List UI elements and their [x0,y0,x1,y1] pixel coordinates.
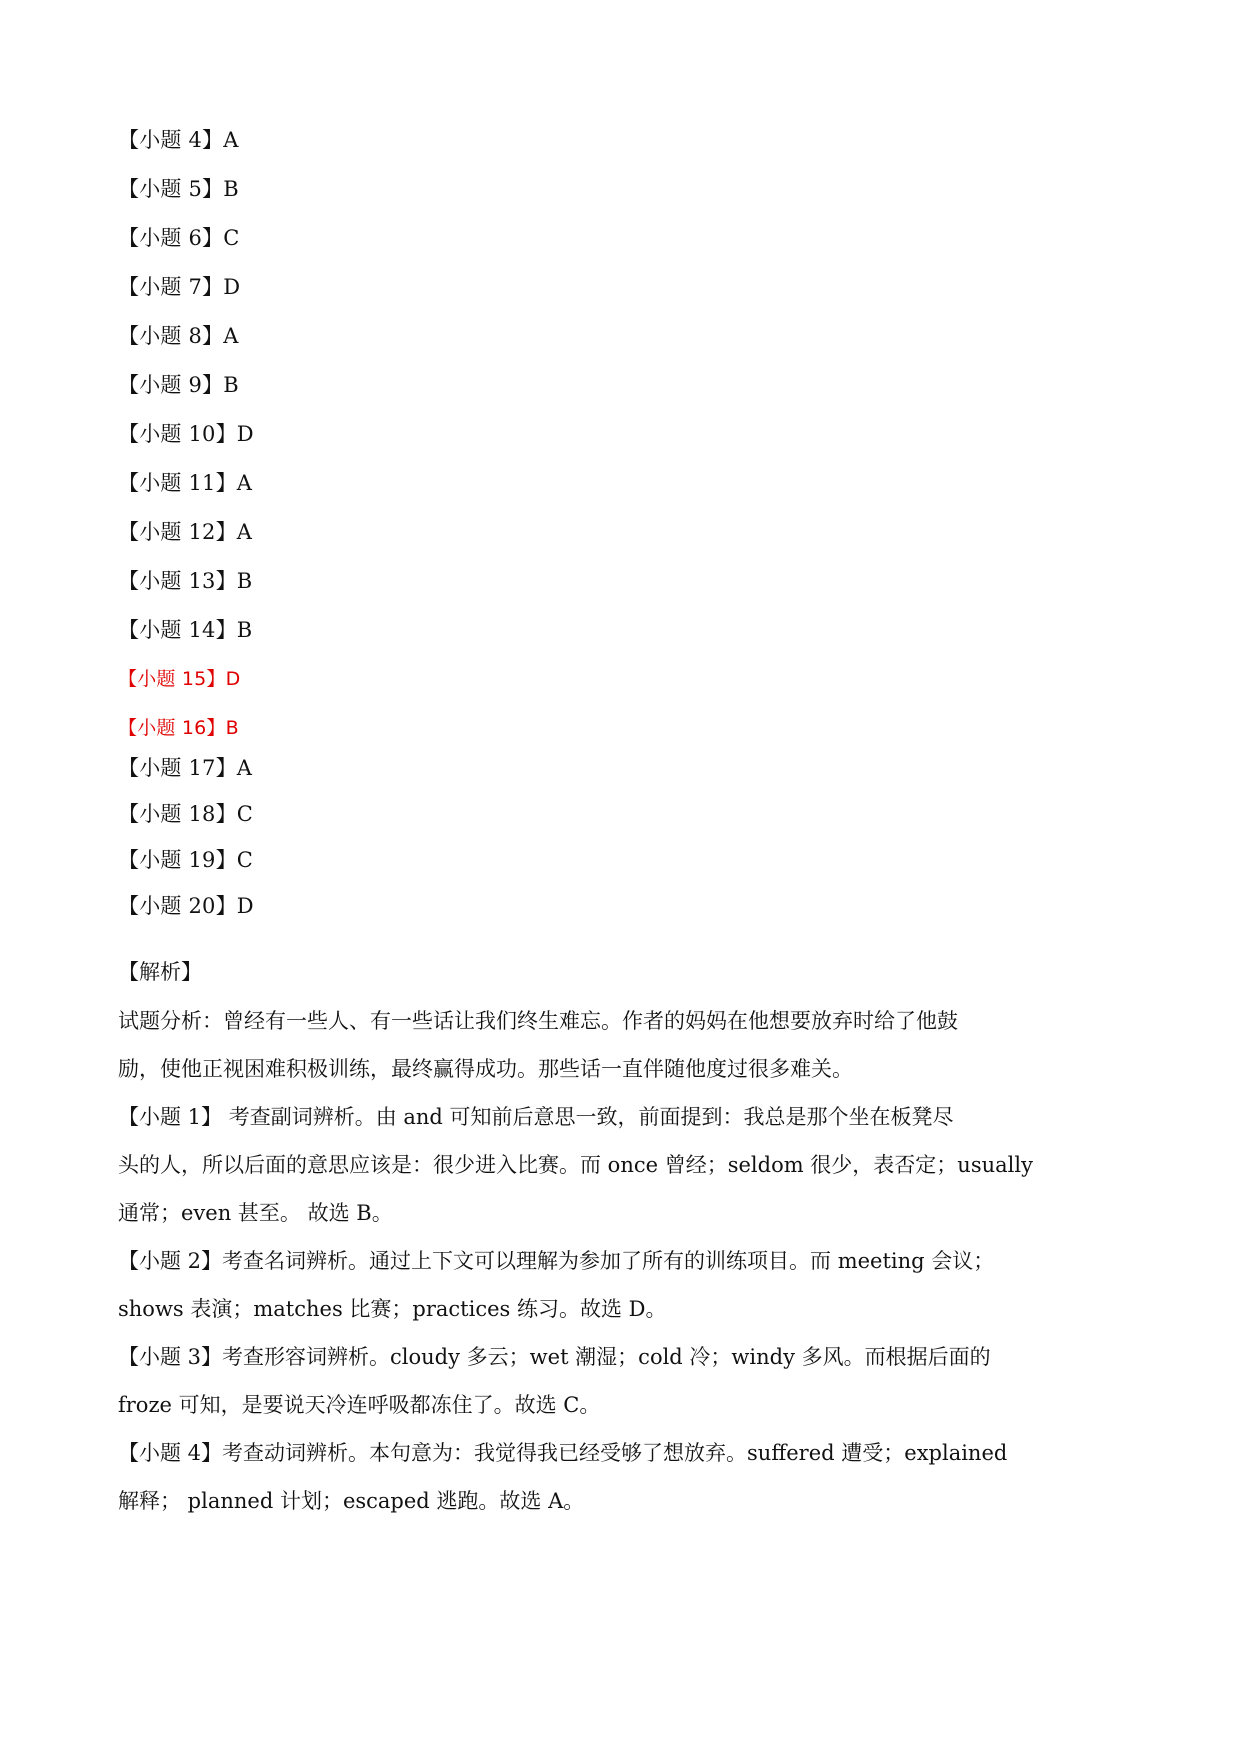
q2-line: 【小题 2】考查名词辨析。通过上下文可以理解为参加了所有的训练项目。而 meeting 会议； [118,1249,995,1273]
answer-item-5: 【小题 5】B [118,177,239,201]
q2-line: shows 表演；matches 比赛；practices 练习。故选 D。 [118,1297,667,1321]
answer-item-4: 【小题 4】A [118,128,239,152]
answer-list [118,128,618,940]
answer-item-6: 【小题 6】C [118,226,240,250]
answer-item-7: 【小题 7】D [118,275,241,299]
q4-line: 解释； planned 计划；escaped 逃跑。故选 A。 [118,1489,585,1513]
q3-line: 【小题 3】考查形容词辨析。cloudy 多云；wet 潮湿；cold 冷；windy 多风。而根据后面的 [118,1345,991,1369]
analysis-question-1 [118,1093,1033,1237]
answer-item-12: 【小题 12】A [118,520,253,544]
q4-line: 【小题 4】考查动词辨析。本句意为：我觉得我已经受够了想放弃。suffered 遭受；explained [118,1441,1008,1465]
q1-line: 【小题 1】 考查副词辨析。由 and 可知前后意思一致，前面提到：我总是那个坐在板凳尽 [118,1105,954,1129]
analysis-summary [118,997,958,1093]
answer-item-17: 【小题 17】A [118,756,253,780]
analysis-heading: 【解析】 [118,960,202,984]
answer-item-15: 【小题 15】D [118,668,241,690]
summary-line: 试题分析：曾经有一些人、有一些话让我们终生难忘。作者的妈妈在他想要放弃时给了他鼓 [118,1009,958,1033]
analysis-question-4 [118,1429,1007,1525]
answer-item-8: 【小题 8】A [118,324,239,348]
answer-item-10: 【小题 10】D [118,422,254,446]
q3-line: froze 可知，是要说天冷连呼吸都冻住了。故选 C。 [118,1393,601,1417]
q1-line: 通常；even 甚至。 故选 B。 [118,1201,393,1225]
answer-item-9: 【小题 9】B [118,373,239,397]
answer-item-18: 【小题 18】C [118,802,254,826]
summary-line: 励，使他正视困难积极训练，最终赢得成功。那些话一直伴随他度过很多难关。 [118,1057,853,1081]
q1-line: 头的人，所以后面的意思应该是：很少进入比赛。而 once 曾经；seldom 很少，表否定；usually [118,1153,1033,1177]
analysis-question-3 [118,1333,991,1429]
answer-item-11: 【小题 11】A [118,471,253,495]
answer-item-20: 【小题 20】D [118,894,254,918]
answer-item-16: 【小题 16】B [118,717,239,739]
analysis-question-2 [118,1237,994,1333]
answer-item-13: 【小题 13】B [118,569,253,593]
answer-item-14: 【小题 14】B [118,618,253,642]
answer-item-19: 【小题 19】C [118,848,254,872]
